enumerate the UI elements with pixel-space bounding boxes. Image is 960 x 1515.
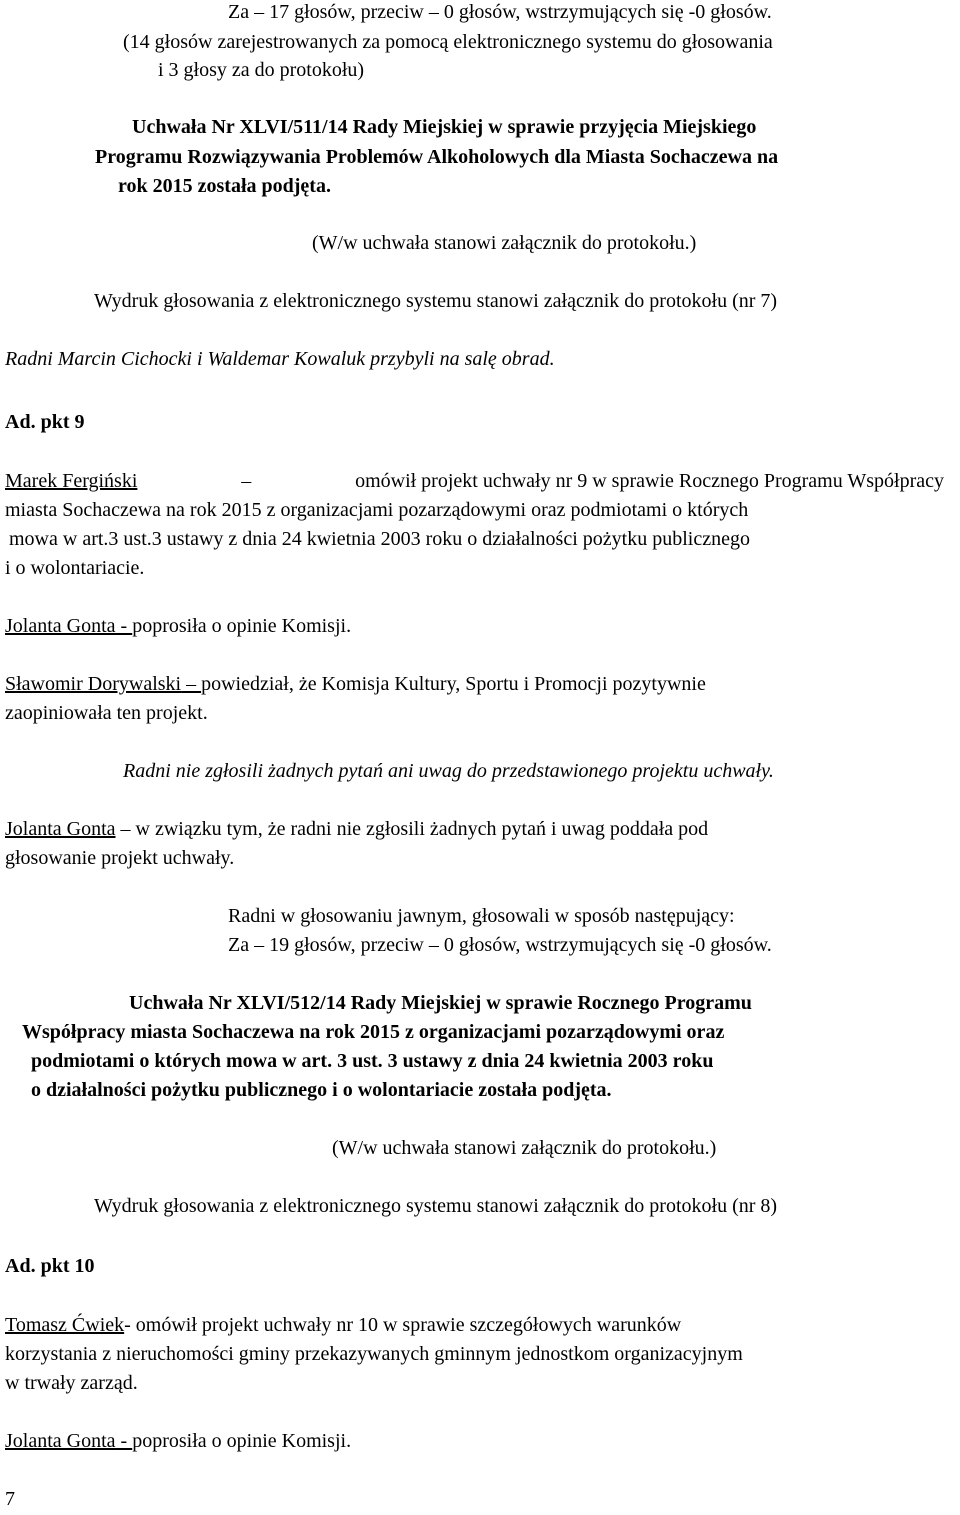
pkt10-paragraph-line-1	[5, 1313, 681, 1337]
section-heading-pkt-10: Ad. pkt 10	[5, 1255, 95, 1277]
resolution-512-line-2: Współpracy miasta Sochaczewa na rok 2015 z organizacjami pozarządowymi oraz	[22, 1021, 725, 1043]
arrival-note: Radni Marcin Cichocki i Waldemar Kowaluk przybyli na salę obrad.	[5, 348, 555, 370]
pkt9-paragraph-line-4: i o wolontariacie.	[5, 557, 145, 579]
pkt10-paragraph-line-3: w trwały zarząd.	[5, 1372, 138, 1394]
speaker-name: Marek Fergiński	[5, 470, 138, 492]
speaker-name: Jolanta Gonta -	[5, 615, 133, 637]
speaker-text: poprosiła o opinie Komisji.	[132, 615, 352, 637]
attachment-note: (W/w uchwała stanowi załącznik do protokołu.)	[312, 232, 697, 254]
commission-opinion-line-2: zaopiniowała ten projekt.	[5, 702, 208, 724]
attachment-note: (W/w uchwała stanowi załącznik do protokołu.)	[332, 1137, 717, 1159]
speaker-text: - omówił projekt uchwały nr 10 w sprawie szczegółowych warunków	[124, 1314, 682, 1336]
page-number: 7	[5, 1488, 15, 1510]
pkt9-paragraph-line-2: miasta Sochaczewa na rok 2015 z organizacjami pozarządowymi oraz podmiotami o których	[5, 499, 749, 521]
no-questions-note: Radni nie zgłosili żadnych pytań ani uwag do przedstawionego projektu uchwały.	[123, 760, 774, 782]
speaker-name: Sławomir Dorywalski –	[5, 673, 202, 695]
vote-result-line: Za – 19 głosów, przeciw – 0 głosów, wstrzymujących się -0 głosów.	[228, 934, 772, 956]
pkt9-paragraph-line-3: mowa w art.3 ust.3 ustawy z dnia 24 kwietnia 2003 roku o działalności pożytku publicznego	[9, 528, 750, 550]
speaker-name: Jolanta Gonta	[5, 818, 116, 840]
resolution-511-line-1: Uchwała Nr XLVI/511/14 Rady Miejskiej w sprawie przyjęcia Miejskiego	[132, 116, 757, 138]
resolution-512-line-1: Uchwała Nr XLVI/512/14 Rady Miejskiej w sprawie Rocznego Programu	[129, 992, 752, 1014]
speaker-name: Jolanta Gonta -	[5, 1430, 133, 1452]
chair-vote-call-line-1: Jolanta Gonta – w związku tym, że radni nie zgłosili żadnych pytań i uwag poddała pod	[5, 818, 709, 840]
registration-note-cont: i 3 głosy za do protokołu)	[158, 59, 365, 81]
vote-result-line: Za – 17 głosów, przeciw – 0 głosów, wstrzymujących się -0 głosów.	[228, 1, 772, 23]
dash: –	[241, 470, 252, 492]
speaker-text: omówił projekt uchwały nr 9 w sprawie Rocznego Programu Współpracy	[355, 470, 944, 492]
speaker-name: Tomasz Ćwiek	[5, 1314, 125, 1336]
speaker-text: powiedział, że Komisja Kultury, Sportu i Promocji pozytywnie	[201, 673, 706, 695]
resolution-511-line-2: Programu Rozwiązywania Problemów Alkoholowych dla Miasta Sochaczewa na	[95, 146, 779, 168]
printout-note: Wydruk głosowania z elektronicznego systemu stanowi załącznik do protokołu (nr 8)	[94, 1195, 778, 1217]
section-heading-pkt-9: Ad. pkt 9	[5, 411, 85, 433]
registration-note: (14 głosów zarejestrowanych za pomocą elektronicznego systemu do głosowania	[123, 31, 773, 53]
chair-vote-call-line-2: głosowanie projekt uchwały.	[5, 847, 235, 869]
chair-request	[5, 614, 351, 638]
pkt10-paragraph-line-2: korzystania z nieruchomości gminy przekazywanych gminnym jednostkom organizacyjnym	[5, 1343, 743, 1365]
pkt9-paragraph-line-1	[5, 469, 944, 493]
printout-note: Wydruk głosowania z elektronicznego systemu stanowi załącznik do protokołu (nr 7)	[94, 290, 778, 312]
speaker-text: poprosiła o opinie Komisji.	[132, 1430, 352, 1452]
resolution-511-line-3: rok 2015 została podjęta.	[118, 175, 331, 197]
voting-intro: Radni w głosowaniu jawnym, głosowali w sposób następujący:	[228, 905, 735, 927]
resolution-512-line-3: podmiotami o których mowa w art. 3 ust. 3 ustawy z dnia 24 kwietnia 2003 roku	[31, 1050, 714, 1072]
chair-request	[5, 1429, 351, 1453]
speaker-text: w związku tym, że radni nie zgłosili żadnych pytań i uwag poddała pod	[135, 818, 709, 840]
commission-opinion-line-1	[5, 672, 706, 696]
resolution-512-line-4: o działalności pożytku publicznego i o wolontariacie została podjęta.	[31, 1079, 612, 1101]
